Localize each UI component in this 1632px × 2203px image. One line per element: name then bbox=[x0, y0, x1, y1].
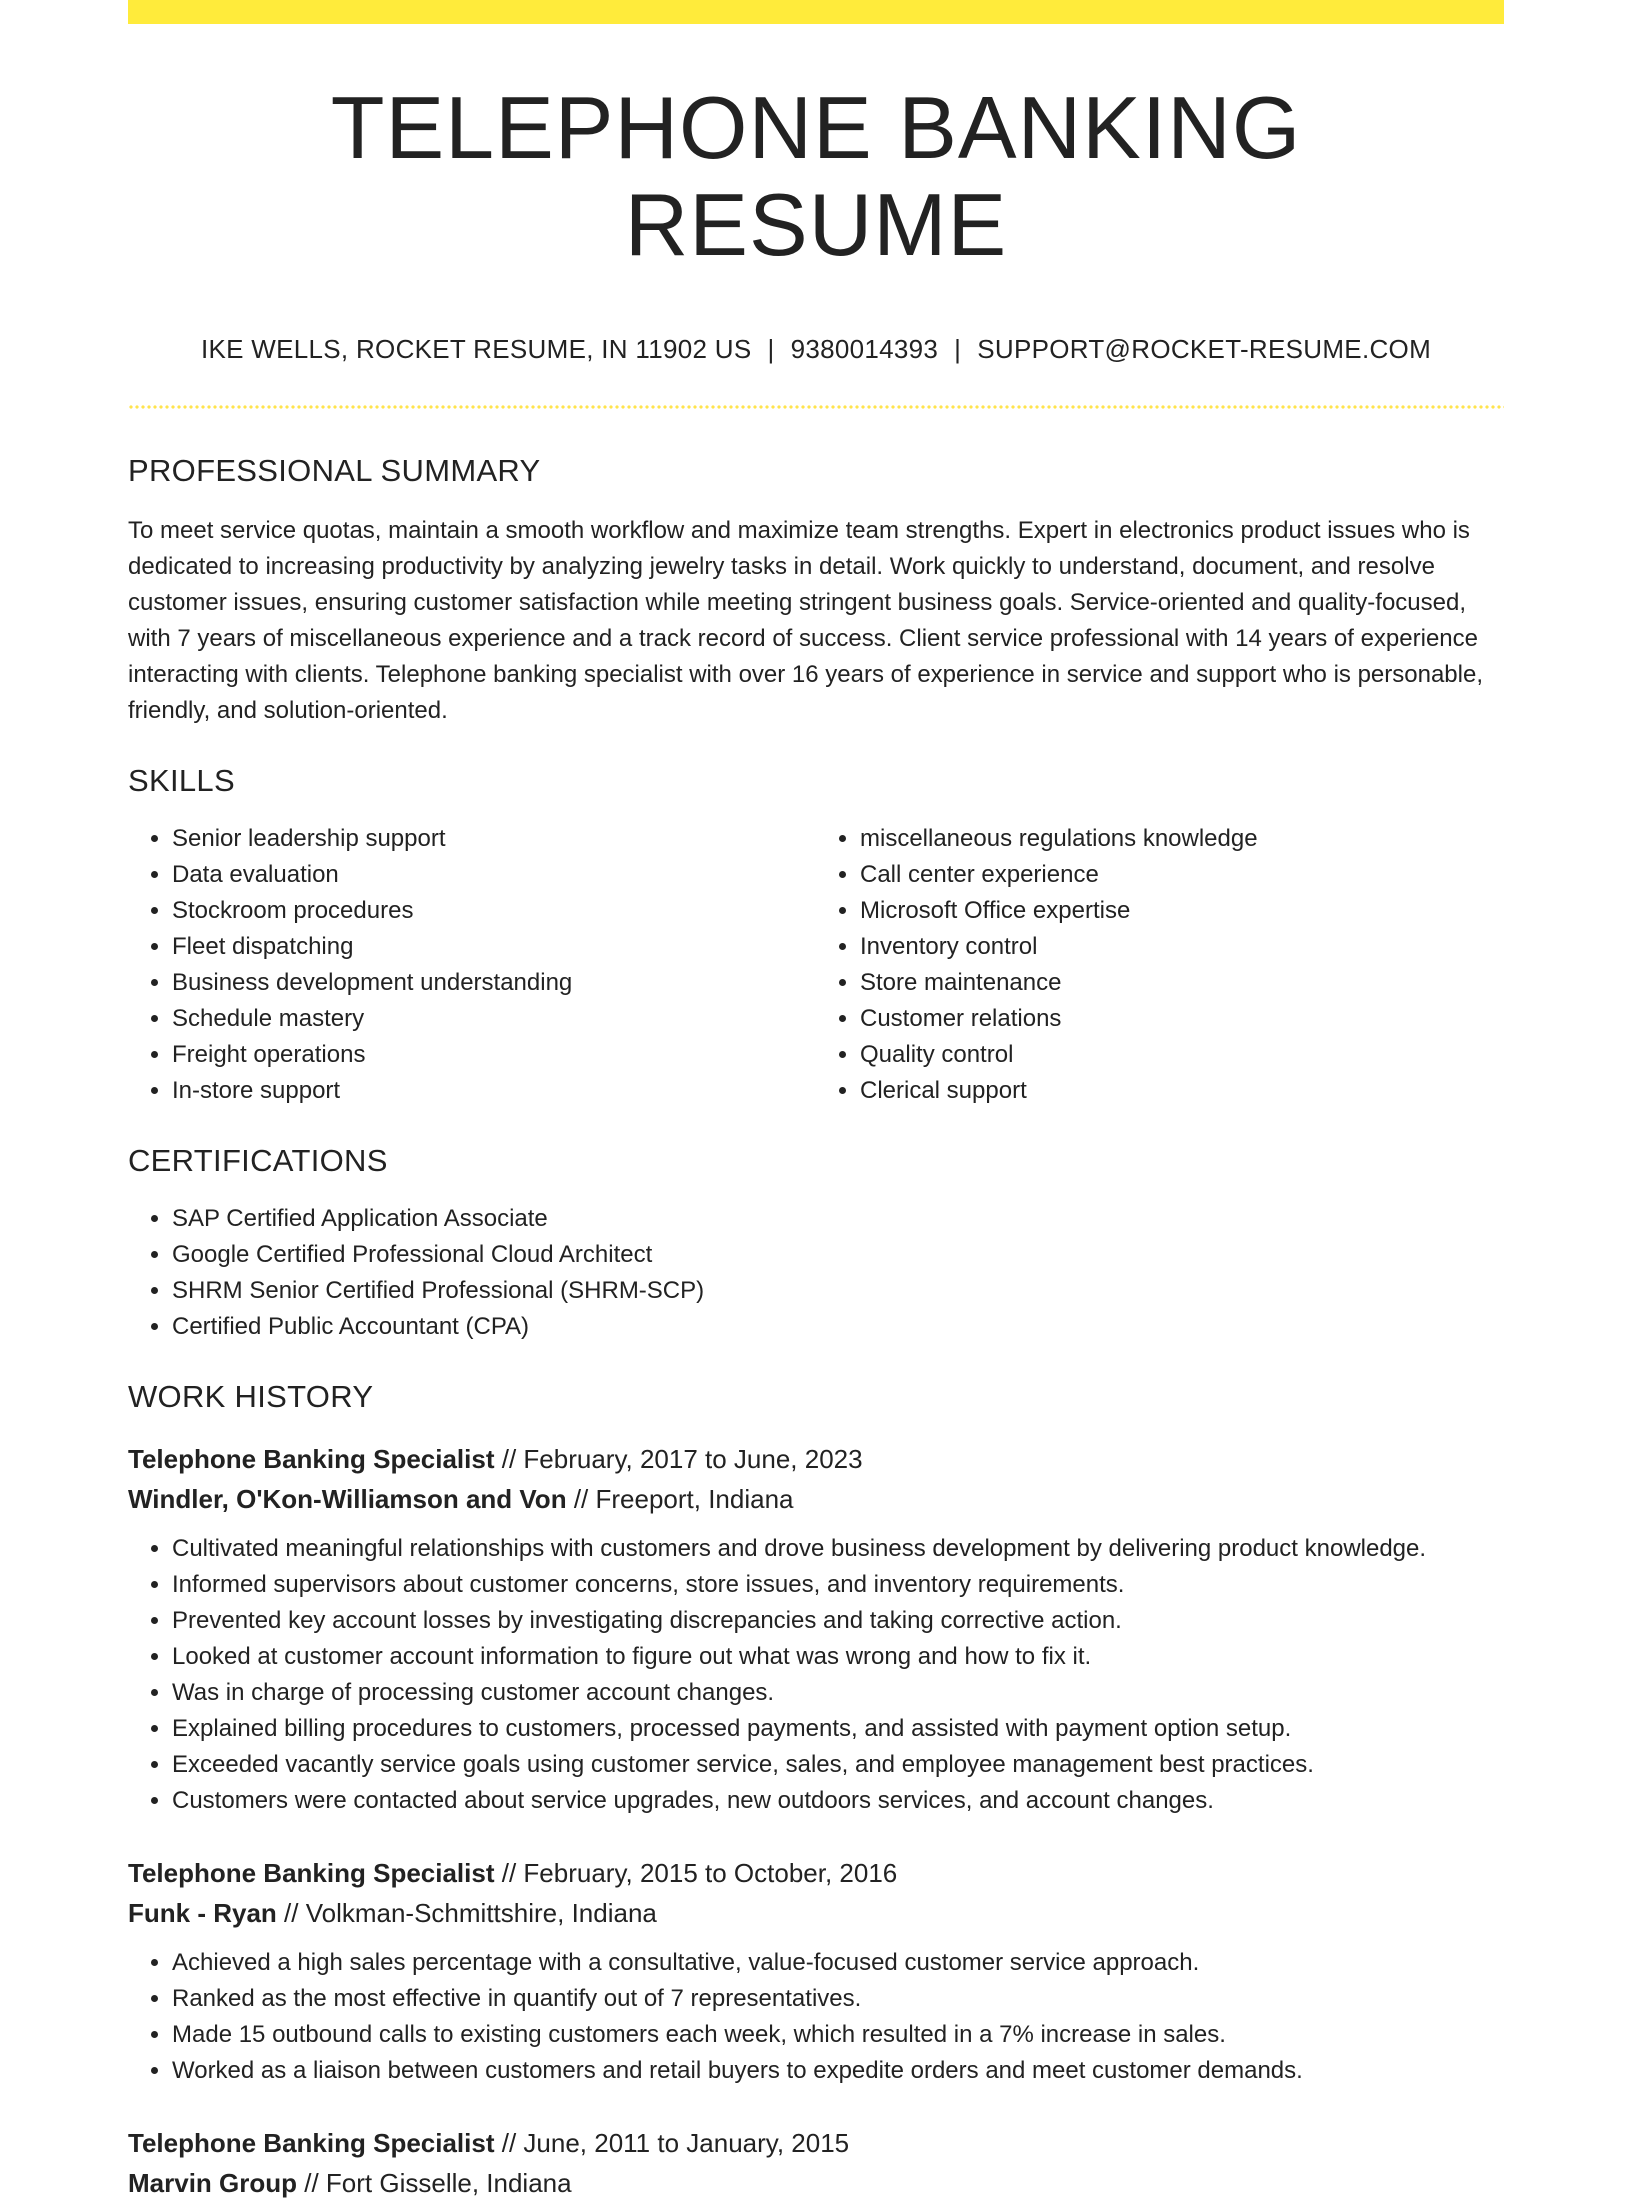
job-title: Telephone Banking Specialist bbox=[128, 2127, 495, 2158]
job-company-line bbox=[128, 2163, 1504, 2203]
work-history-heading: WORK HISTORY bbox=[128, 1378, 374, 1414]
job-entry bbox=[128, 1853, 1504, 2089]
skills-list bbox=[128, 821, 1504, 1109]
accent-top-bar bbox=[128, 0, 1504, 24]
dotted-divider bbox=[128, 405, 1504, 409]
job-dates: // June, 2011 to January, 2015 bbox=[501, 2127, 850, 2158]
skill-item: • Store maintenance bbox=[860, 965, 1504, 1001]
job-title: Telephone Banking Specialist bbox=[128, 1857, 495, 1888]
job-bullet: • Made 15 outbound calls to existing customers each week, which resulted in a 7% increase in sales. bbox=[172, 2017, 1504, 2053]
job-title: Telephone Banking Specialist bbox=[128, 1443, 495, 1474]
skill-item: • Customer relations bbox=[860, 1001, 1504, 1037]
contact-address: IKE WELLS, ROCKET RESUME, IN 11902 US bbox=[200, 333, 752, 364]
skill-item: • Call center experience bbox=[860, 857, 1504, 893]
certification-item: • Google Certified Professional Cloud Architect bbox=[172, 1237, 1504, 1273]
summary-heading: PROFESSIONAL SUMMARY bbox=[128, 452, 541, 488]
job-dates: // February, 2017 to June, 2023 bbox=[501, 1443, 863, 1474]
skill-item: • miscellaneous regulations knowledge bbox=[860, 821, 1504, 857]
job-bullet: • Exceeded vacantly service goals using customer service, sales, and employee management best practices. bbox=[172, 1747, 1504, 1783]
job-location: // Freeport, Indiana bbox=[573, 1483, 794, 1514]
job-bullet: • Informed supervisors about customer concerns, store issues, and inventory requirements. bbox=[172, 1567, 1504, 1603]
certification-item: • SAP Certified Application Associate bbox=[172, 1201, 1504, 1237]
summary-text: To meet service quotas, maintain a smooth workflow and maximize team strengths. Expert in electronics product issues who is dedicated to increasing productivity by analyzing jewelry tasks in detail. Work quickly to understand, document, and resolve customer issues, ensuring customer satisfaction while meeting stringent business goals. Service-oriented and quality-focused, with 7 years of miscellaneous experience and a track record of success. Client service professional with 14 years of experience interacting with clients. Telephone banking specialist with over 16 years of experience in service and support who is personable, friendly, and solution-oriented. bbox=[128, 516, 1483, 724]
job-company-line bbox=[128, 1893, 1504, 1933]
job-company: Windler, O'Kon-Williamson and Von bbox=[128, 1483, 567, 1514]
work-history-list bbox=[128, 1439, 1504, 2203]
job-bullet: • Customers were contacted about service upgrades, new outdoors services, and account changes. bbox=[172, 1783, 1504, 1819]
skill-item: • Clerical support bbox=[860, 1073, 1504, 1109]
job-location: // Fort Gisselle, Indiana bbox=[304, 2167, 572, 2198]
job-bullet: • Cultivated meaningful relationships with customers and drove business development by delivering product knowledge. bbox=[172, 1531, 1504, 1567]
contact-separator: | bbox=[954, 333, 962, 364]
skill-item: • In-store support bbox=[172, 1073, 816, 1109]
job-dates: // February, 2015 to October, 2016 bbox=[501, 1857, 898, 1888]
skill-item: • Schedule mastery bbox=[172, 1001, 816, 1037]
contact-phone: 9380014393 bbox=[790, 333, 939, 364]
job-title-line bbox=[128, 2123, 1504, 2163]
skill-item: • Inventory control bbox=[860, 929, 1504, 965]
skill-item: • Fleet dispatching bbox=[172, 929, 816, 965]
job-company-line bbox=[128, 1479, 1504, 1519]
skills-heading: SKILLS bbox=[128, 762, 235, 798]
skills-column-right bbox=[816, 821, 1504, 1109]
job-bullets bbox=[128, 1531, 1504, 1819]
skill-item: • Data evaluation bbox=[172, 857, 816, 893]
certifications-list bbox=[128, 1201, 1504, 1345]
job-title-line bbox=[128, 1853, 1504, 1893]
contact-separator: | bbox=[767, 333, 775, 364]
skill-item: • Senior leadership support bbox=[172, 821, 816, 857]
resume-page bbox=[128, 0, 1504, 2203]
skill-item: • Microsoft Office expertise bbox=[860, 893, 1504, 929]
resume-title: TELEPHONE BANKING RESUME bbox=[330, 78, 1302, 274]
job-bullet: • Explained billing procedures to customers, processed payments, and assisted with payment option setup. bbox=[172, 1711, 1504, 1747]
job-bullet: • Ranked as the most effective in quantify out of 7 representatives. bbox=[172, 1981, 1504, 2017]
skill-item: • Quality control bbox=[860, 1037, 1504, 1073]
certification-item: • Certified Public Accountant (CPA) bbox=[172, 1309, 1504, 1345]
skill-item: • Business development understanding bbox=[172, 965, 816, 1001]
job-entry bbox=[128, 2123, 1504, 2203]
certification-item: • SHRM Senior Certified Professional (SHRM-SCP) bbox=[172, 1273, 1504, 1309]
job-bullet: • Was in charge of processing customer account changes. bbox=[172, 1675, 1504, 1711]
contact-line bbox=[128, 334, 1504, 365]
certifications-heading: CERTIFICATIONS bbox=[128, 1142, 388, 1178]
job-bullet: • Looked at customer account information to figure out what was wrong and how to fix it. bbox=[172, 1639, 1504, 1675]
job-entry bbox=[128, 1439, 1504, 1819]
job-bullet: • Achieved a high sales percentage with a consultative, value-focused customer service approach. bbox=[172, 1945, 1504, 1981]
skill-item: • Stockroom procedures bbox=[172, 893, 816, 929]
skills-column-left bbox=[128, 821, 816, 1109]
job-company: Marvin Group bbox=[128, 2167, 298, 2198]
job-location: // Volkman-Schmittshire, Indiana bbox=[284, 1897, 657, 1928]
job-bullet: • Worked as a liaison between customers and retail buyers to expedite orders and meet customer demands. bbox=[172, 2053, 1504, 2089]
job-title-line bbox=[128, 1439, 1504, 1479]
skill-item: • Freight operations bbox=[172, 1037, 816, 1073]
job-bullets bbox=[128, 1945, 1504, 2089]
job-bullet: • Prevented key account losses by investigating discrepancies and taking corrective action. bbox=[172, 1603, 1504, 1639]
contact-email: SUPPORT@ROCKET-RESUME.COM bbox=[977, 333, 1432, 364]
job-company: Funk - Ryan bbox=[128, 1897, 277, 1928]
